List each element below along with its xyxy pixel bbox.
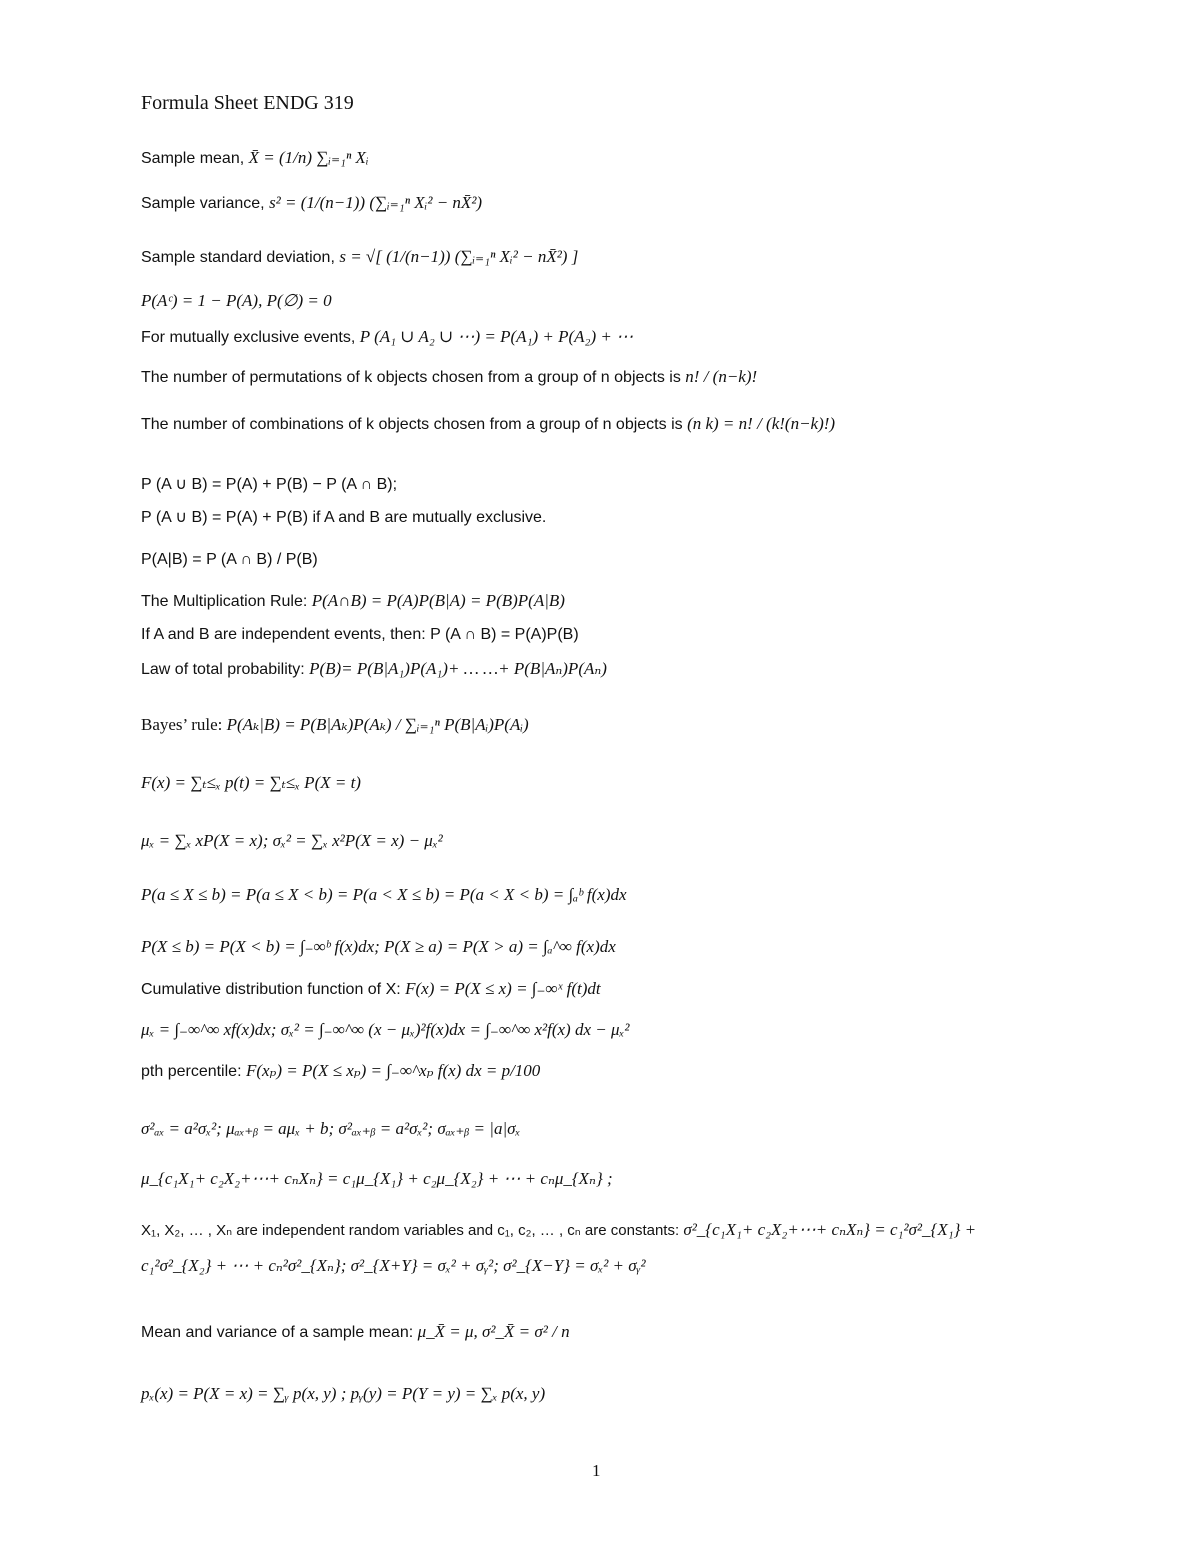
formula-line-linear-transform <box>141 1119 520 1140</box>
formula-expression: P (A ∪ B) = P(A) + P(B) − P (A ∩ B); <box>141 476 398 493</box>
formula-line-sample-mean <box>141 148 369 169</box>
formula-label: Sample standard deviation, <box>141 249 340 266</box>
formula-label: The number of permutations of k objects chosen from a group of n objects is <box>141 369 686 386</box>
formula-line-linear-combination-mean <box>141 1169 613 1190</box>
formula-expression: P(A∩B) = P(A)P(B|A) = P(B)P(A|B) <box>311 591 565 610</box>
formula-line-marginal-pmf <box>141 1384 545 1405</box>
formula-line-discrete-mean-variance <box>141 831 443 852</box>
formula-line-variance-sum-difference <box>141 1256 646 1277</box>
formula-line-interval-probability <box>141 885 627 906</box>
page-number: 1 <box>592 1461 601 1480</box>
formula-line-combinations <box>141 414 835 435</box>
formula-line-tail-probability <box>141 937 616 958</box>
formula-expression: F(x) = P(X ≤ x) = ∫₋∞ˣ f(t)dt <box>405 979 601 998</box>
formula-line-cdf-discrete <box>141 773 361 794</box>
formula-expression: μₓ = ∫₋∞^∞ xf(x)dx; σₓ² = ∫₋∞^∞ (x − μₓ)²f(x)dx = ∫₋∞^∞ x²f(x) dx − μₓ² <box>141 1020 630 1039</box>
formula-expression: μ_X̄ = μ, σ²_X̄ = σ² / n <box>417 1322 570 1341</box>
formula-expression: μ_{c₁X₁+ c₂X₂+⋯+ cₙXₙ} = c₁μ_{X₁} + c₂μ_{X₂} + ⋯ + cₙμ_{Xₙ} ; <box>141 1169 613 1188</box>
formula-label: The number of combinations of k objects chosen from a group of n objects is <box>141 416 688 433</box>
formula-line-cdf-continuous <box>141 979 601 1000</box>
formula-label: X₁, X₂, … , Xₙ are independent random variables and c₁, c₂, … , cₙ are constants: <box>141 1222 684 1239</box>
formula-label: The Multiplication Rule: <box>141 593 312 610</box>
formula-line-sample-variance <box>141 193 482 214</box>
formula-label: Bayes’ rule: <box>141 715 227 734</box>
formula-line-multiplication-rule <box>141 591 565 612</box>
formula-line-continuous-mean-variance <box>141 1020 629 1041</box>
formula-label: Sample mean, <box>141 150 249 167</box>
formula-expression: pₓ(x) = P(X = x) = ∑ᵧ p(x, y) ; pᵧ(y) = P(Y = y) = ∑ₓ p(x, y) <box>141 1384 546 1403</box>
formula-label: Mean and variance of a sample mean: <box>141 1324 418 1341</box>
formula-expression: σ²_{c₁X₁+ c₂X₂+⋯+ cₙXₙ} = c₁²σ²_{X₁} + <box>683 1220 977 1239</box>
formula-expression: (n k) = n! / (k!(n−k)!) <box>687 414 836 433</box>
formula-line-mutually-exclusive <box>141 327 633 348</box>
formula-expression: P(X ≤ b) = P(X < b) = ∫₋∞ᵇ f(x)dx; P(X ≥ a) = P(X > a) = ∫ₐ^∞ f(x)dx <box>141 937 616 956</box>
formula-label: Sample variance, <box>141 195 270 212</box>
formula-expression: P(A|B) = P (A ∩ B) / P(B) <box>141 551 318 568</box>
formula-expression: P(a ≤ X ≤ b) = P(a ≤ X < b) = P(a < X ≤ b) = P(a < X < b) = ∫ₐᵇ f(x)dx <box>141 885 627 904</box>
formula-line-union <box>141 475 397 495</box>
formula-line-sample-mean-distribution <box>141 1322 570 1343</box>
formula-line-linear-combination-variance <box>141 1220 976 1241</box>
formula-label: If A and B are independent events, then: <box>141 626 431 643</box>
formula-line-bayes-rule <box>141 715 529 735</box>
formula-line-total-probability <box>141 659 607 680</box>
formula-expression: P (A ∩ B) = P(A)P(B) <box>430 626 579 643</box>
formula-line-percentile <box>141 1061 540 1082</box>
formula-label: Law of total probability: <box>141 661 310 678</box>
formula-expression: P (A ∪ B) = P(A) + P(B) if A and B are mutually exclusive. <box>141 509 547 526</box>
formula-expression: F(x) = ∑ₜ≤ₓ p(t) = ∑ₜ≤ₓ P(X = t) <box>141 773 361 792</box>
formula-expression: P(B)= P(B|A₁)P(A₁)+ … …+ P(B|Aₙ)P(Aₙ) <box>309 659 607 678</box>
page-title: Formula Sheet ENDG 319 <box>141 92 354 114</box>
formula-line-complement <box>141 291 332 312</box>
formula-expression: μₓ = ∑ₓ xP(X = x); σₓ² = ∑ₓ x²P(X = x) − μₓ² <box>141 831 443 850</box>
formula-label: pth percentile: <box>141 1063 246 1080</box>
formula-line-conditional <box>141 550 318 570</box>
formula-expression: P (A₁ ∪ A₂ ∪ ⋯) = P(A₁) + P(A₂) + ⋯ <box>359 327 634 346</box>
formula-expression: X̄ = (1/n) ∑ᵢ₌₁ⁿ Xᵢ <box>248 148 369 167</box>
formula-expression: s² = (1/(n−1)) (∑ᵢ₌₁ⁿ Xᵢ² − nX̄²) <box>269 193 483 212</box>
formula-expression: P(Aₖ|B) = P(B|Aₖ)P(Aₖ) / ∑ᵢ₌₁ⁿ P(B|Aᵢ)P(Aᵢ) <box>226 715 529 734</box>
formula-expression: σ²ₐₓ = a²σₓ²; μₐₓ₊ᵦ = aμₓ + b; σ²ₐₓ₊ᵦ = a²σₓ²; σₐₓ₊ᵦ = |a|σₓ <box>141 1119 521 1138</box>
formula-expression: c₁²σ²_{X₂} + ⋯ + cₙ²σ²_{Xₙ}; σ²_{X+Y} = σₓ² + σᵧ²; σ²_{X−Y} = σₓ² + σᵧ² <box>141 1256 646 1275</box>
formula-line-sample-std-dev <box>141 247 578 268</box>
formula-expression: F(xₚ) = P(X ≤ xₚ) = ∫₋∞^xₚ f(x) dx = p/100 <box>245 1061 541 1080</box>
formula-label: For mutually exclusive events, <box>141 329 360 346</box>
formula-expression: s = √[ (1/(n−1)) (∑ᵢ₌₁ⁿ Xᵢ² − nX̄²) ] <box>339 247 579 266</box>
formula-expression: n! / (n−k)! <box>685 367 758 386</box>
formula-label: Cumulative distribution function of X: <box>141 981 406 998</box>
formula-line-union-exclusive <box>141 508 546 528</box>
formula-line-independent <box>141 625 579 645</box>
formula-line-permutations <box>141 367 757 388</box>
formula-expression: P(Aᶜ) = 1 − P(A), P(∅) = 0 <box>141 291 332 310</box>
